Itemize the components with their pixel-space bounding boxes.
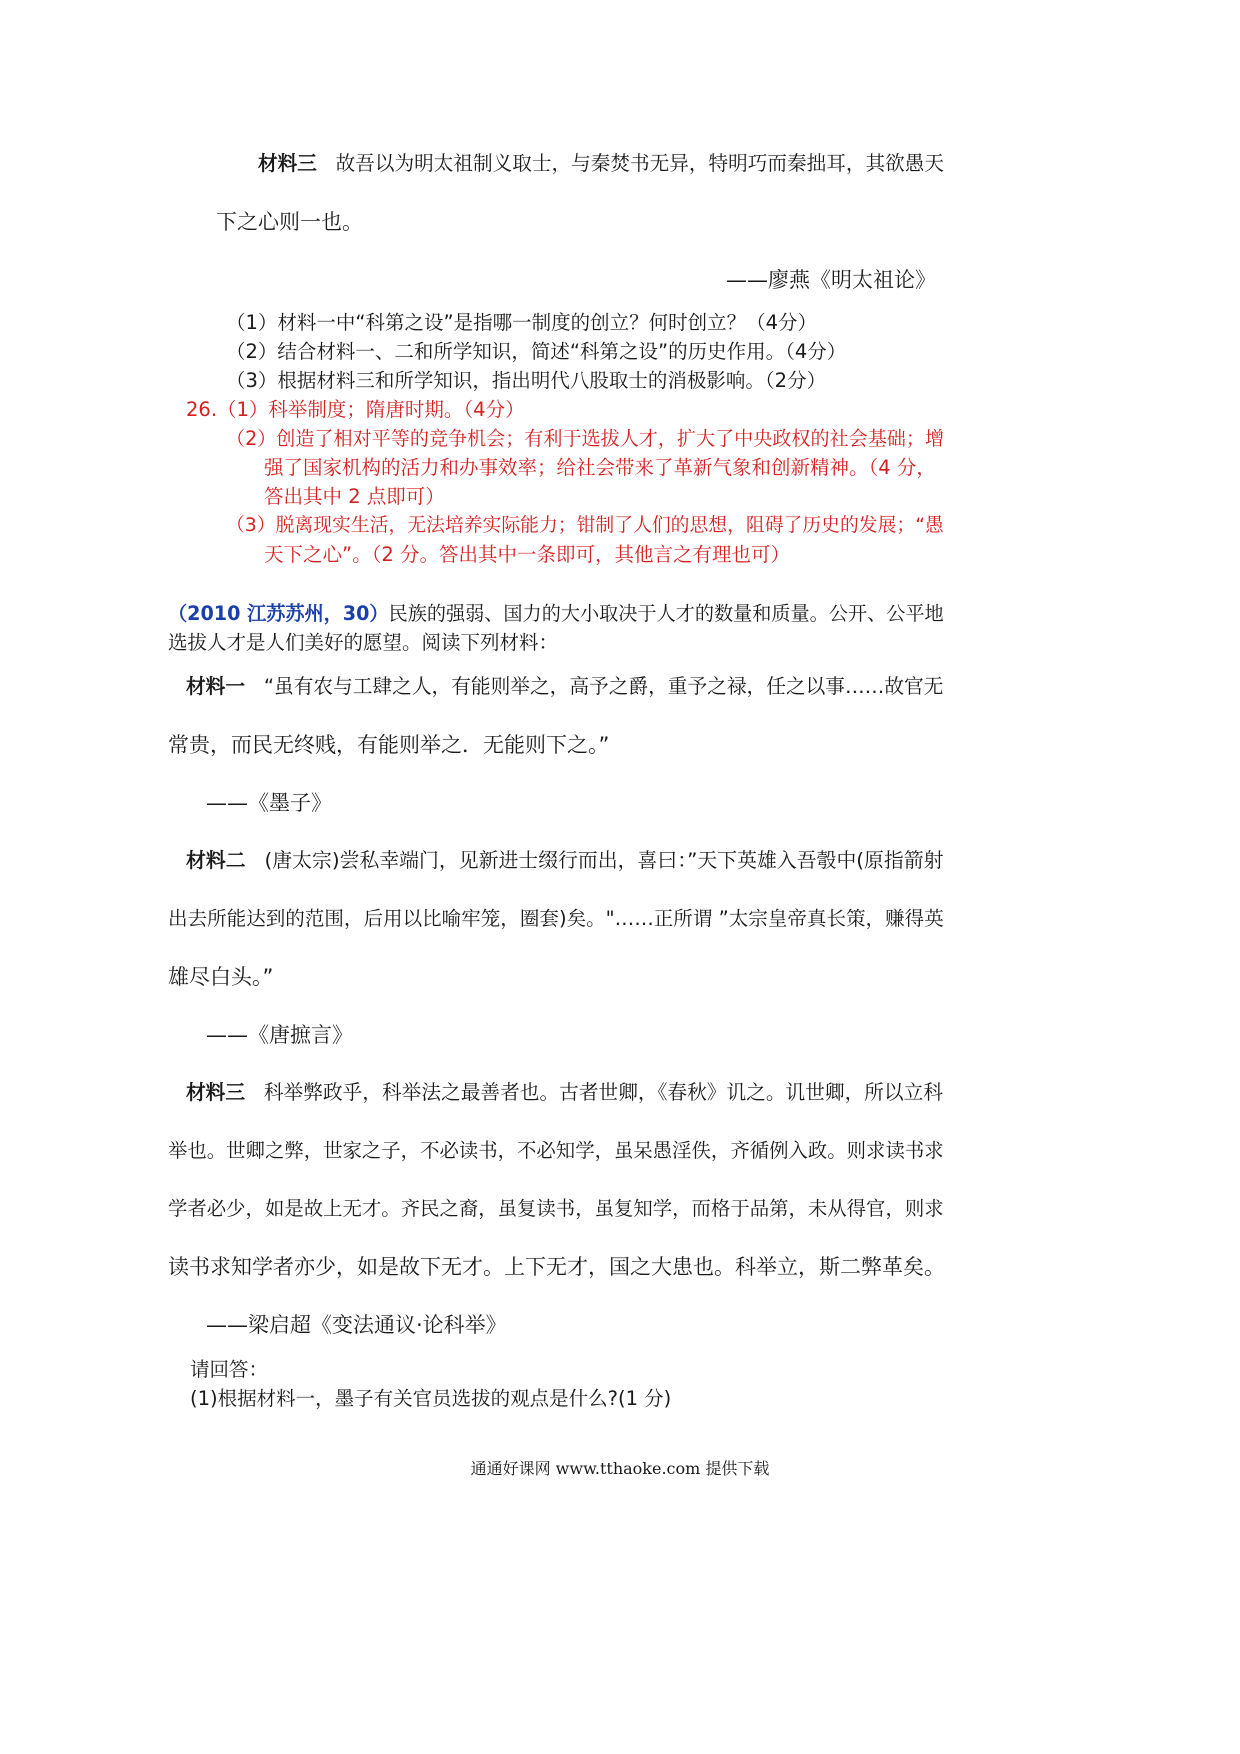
answer-2-line-3: 答出其中 2 点即可）	[264, 485, 445, 508]
material-three-source: ——廖燕《明太祖论》	[726, 268, 936, 292]
material-two-source: ——《唐摭言》	[206, 1023, 353, 1047]
material-three-b-source: ——梁启超《变法通议·论科举》	[206, 1313, 507, 1337]
material-label: 材料一	[186, 675, 246, 698]
material-label: 材料三	[186, 1081, 246, 1104]
please-answer: 请回答：	[190, 1358, 269, 1381]
answer-1: 26.（1）科举制度；隋唐时期。（4分）	[186, 398, 525, 421]
material-label: 材料三	[258, 152, 317, 175]
material-two-line-3: 雄尽白头。”	[168, 965, 274, 989]
material-three-b-line-1: 材料三 科举弊政乎，科举法之最善者也。古者世卿，《春秋》讥之。讥世卿，所以立科	[186, 1081, 944, 1104]
material-two-line-1: 材料二 (唐太宗)尝私幸端门，见新进士缀行而出，喜曰：”天下英雄入吾彀中(原指箭射	[186, 849, 944, 872]
material-three-b-line-3: 学者必少，如是故上无才。齐民之裔，虽复读书，虽复知学，而格于品第，未从得官，则求	[168, 1197, 944, 1220]
material-three-line-2: 下之心则一也。	[216, 210, 363, 234]
material-one-line-2: 常贵，而民无终贱，有能则举之．无能则下之。”	[168, 733, 610, 757]
question-intro-line-2: 选拔人才是人们美好的愿望。阅读下列材料：	[168, 631, 559, 654]
answer-2-line-1: （2）创造了相对平等的竞争机会；有利于选拔人才，扩大了中央政权的社会基础；增	[226, 428, 945, 450]
answer-3-line-1: （3）脱离现实生活，无法培养实际能力；钳制了人们的思想，阻碍了历史的发展；“愚	[226, 515, 944, 536]
material-three-line-1: 材料三 故吾以为明太祖制义取士，与秦焚书无异，特明巧而秦拙耳，其欲愚天	[258, 152, 944, 175]
material-label: 材料二	[186, 849, 246, 872]
material-one-source: ——《墨子》	[206, 791, 332, 815]
answer-3-line-2: 天下之心”。（2 分。答出其中一条即可，其他言之有理也可）	[264, 543, 790, 566]
question-3: （3）根据材料三和所学知识，指出明代八股取士的消极影响。（2分）	[226, 369, 827, 392]
page-footer: 通通好课网 www.tthaoke.com 提供下载	[470, 1459, 770, 1478]
material-three-b-line-2: 举也。世卿之弊，世家之子，不必读书，不必知学，虽呆愚淫佚，齐循例入政。则求读书求	[168, 1139, 944, 1162]
question-1: （1）材料一中“科第之设”是指哪一制度的创立？何时创立？（4分）	[226, 311, 818, 334]
question-intro-line-1: （2010 江苏苏州，30）民族的强弱、国力的大小取决于人才的数量和质量。公开、公平地	[168, 602, 944, 625]
question-2: （2）结合材料一、二和所学知识，简述“科第之设”的历史作用。（4分）	[226, 340, 847, 363]
source-tag: （2010 江苏苏州，30）	[168, 602, 389, 625]
material-three-b-line-4: 读书求知学者亦少，如是故下无才。上下无才，国之大患也。科举立，斯二弊革矣。	[168, 1255, 945, 1279]
question-b-1: (1)根据材料一，墨子有关官员选拔的观点是什么?(1 分)	[190, 1387, 672, 1410]
material-one-line-1: 材料一 “虽有农与工肆之人，有能则举之，高予之爵，重予之禄，任之以事……故官无	[186, 675, 944, 698]
answer-2-line-2: 强了国家机构的活力和办事效率；给社会带来了革新气象和创新精神。（4 分，	[264, 456, 936, 479]
material-two-line-2: 出去所能达到的范围，后用以比喻牢笼，圈套)矣。"……正所谓 ”太宗皇帝真长策，赚得英	[168, 907, 944, 930]
